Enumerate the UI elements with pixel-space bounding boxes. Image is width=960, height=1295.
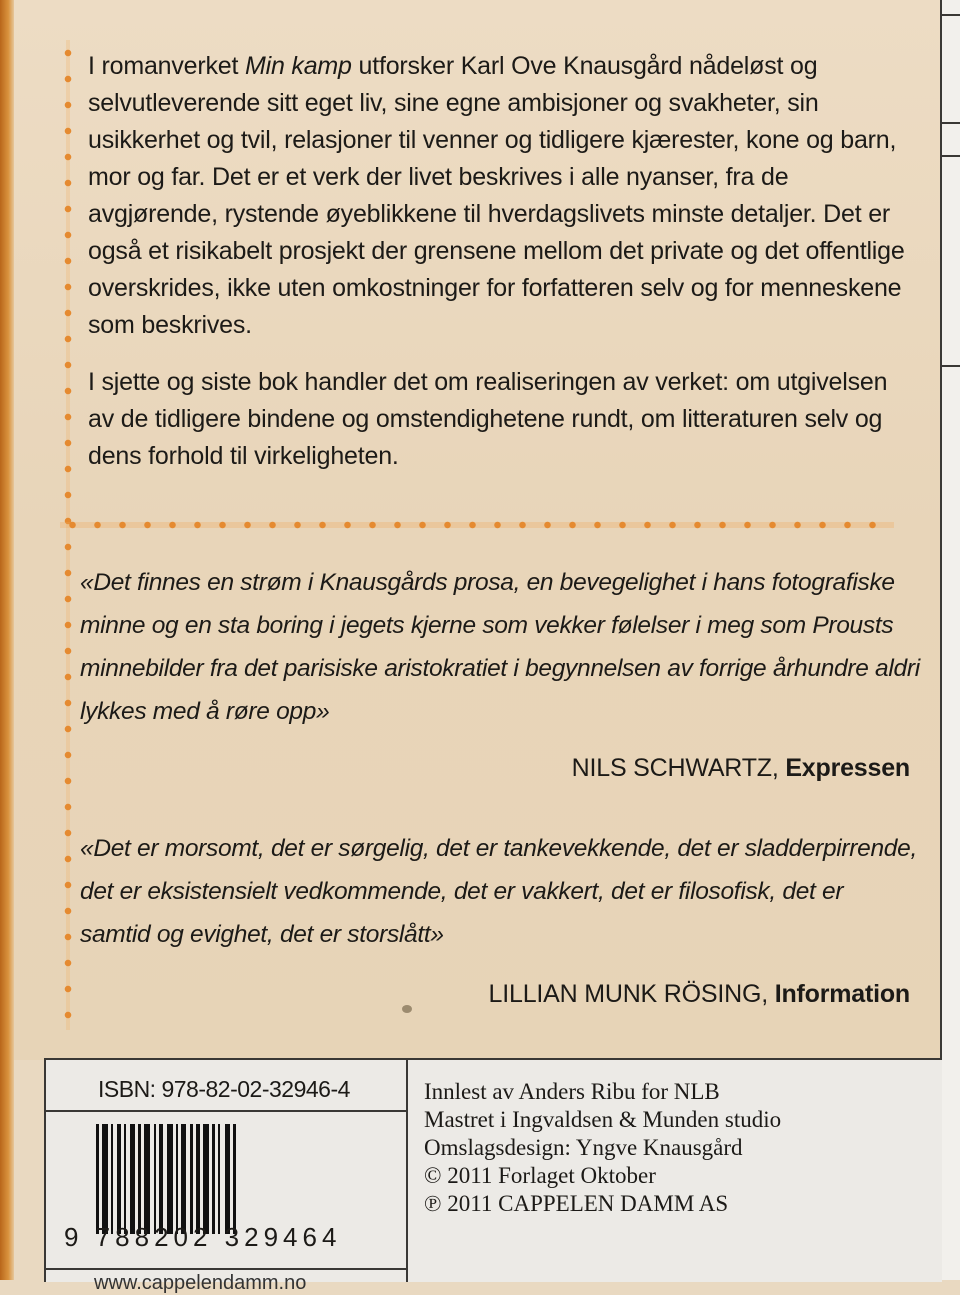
quote-attribution-2: LILLIAN MUNK RÖSING, Information: [488, 980, 910, 1008]
source-name: Expressen: [785, 754, 910, 782]
synopsis-paragraph-1: I romanverket Min kamp utforsker Karl Ove Knausgård nådeløst og selvutleverende sitt eget liv, sine egne ambisjoner og svakheter, sin usikkerhet og tvil, relasjoner til venner og tidligere kjærester, kone og barn, mor og far. Det er et verk der livet beskrives i alle nyanser, fra de avgjørende, rystende øyeblikkene til hverdagslivets minste detaljer. Det er også et risikabelt prosjekt der grensene mellom det private og det offentlige overskrides, ikke uten omkostninger for forfatteren selv og for menneskene som beskrives.: [88, 52, 905, 339]
dust-speck: [402, 1005, 412, 1013]
credit-line: Innlest av Anders Ribu for NLB: [424, 1079, 720, 1104]
review-quote-1: «Det finnes en strøm i Knausgårds prosa, en bevegelighet i hans fotografiske minne og en sta boring i jegets kjerne som vekker følelser i meg som Prousts minnebilder fra det parisiske aristokratiet i begynnelsen av forrige århundre aldri lykkes med å røre opp»: [80, 569, 920, 725]
publisher-label-panel: [44, 1058, 942, 1294]
synopsis-paragraph-2: I sjette og siste bok handler det om realiseringen av verket: om utgivelsen av de tidligere bindene og omstendighetene rundt, om litteraturen selv og dens forhold til virkeligheten.: [88, 368, 888, 470]
isbn-text: ISBN: 978-82-02-32946-4: [98, 1076, 350, 1102]
credit-line: Mastret i Ingvaldsen & Munden studio: [424, 1107, 782, 1132]
adjacent-book-edge: [940, 0, 960, 1280]
barcode: [96, 1124, 376, 1234]
barcode-digits: 9 788202 329464: [64, 1222, 342, 1252]
book-spine-edge: [0, 0, 14, 1280]
credit-line: ℗ 2011 CAPPELEN DAMM AS: [424, 1191, 729, 1216]
horizontal-dots-decoration: [60, 520, 894, 530]
quote-attribution-1: NILS SCHWARTZ, Expressen: [571, 754, 910, 782]
book-title: Min kamp: [244, 52, 352, 80]
vertical-dots-decoration: [64, 40, 72, 1030]
credit-line: © 2011 Forlaget Oktober: [424, 1163, 656, 1188]
credits-list: [424, 1078, 781, 1218]
publisher-url: www.cappelendamm.no: [94, 1272, 307, 1294]
source-name: Information: [774, 980, 910, 1008]
review-quote-2: «Det er morsomt, det er sørgelig, det er tankevekkende, det er sladderpirrende, det er eksistensielt vedkommende, det er vakkert, det er filosofisk, det er samtid og evighet, det er storslått»: [80, 835, 917, 948]
credit-line: Omslagsdesign: Yngve Knausgård: [424, 1135, 743, 1160]
isbn-box: [46, 1060, 408, 1294]
